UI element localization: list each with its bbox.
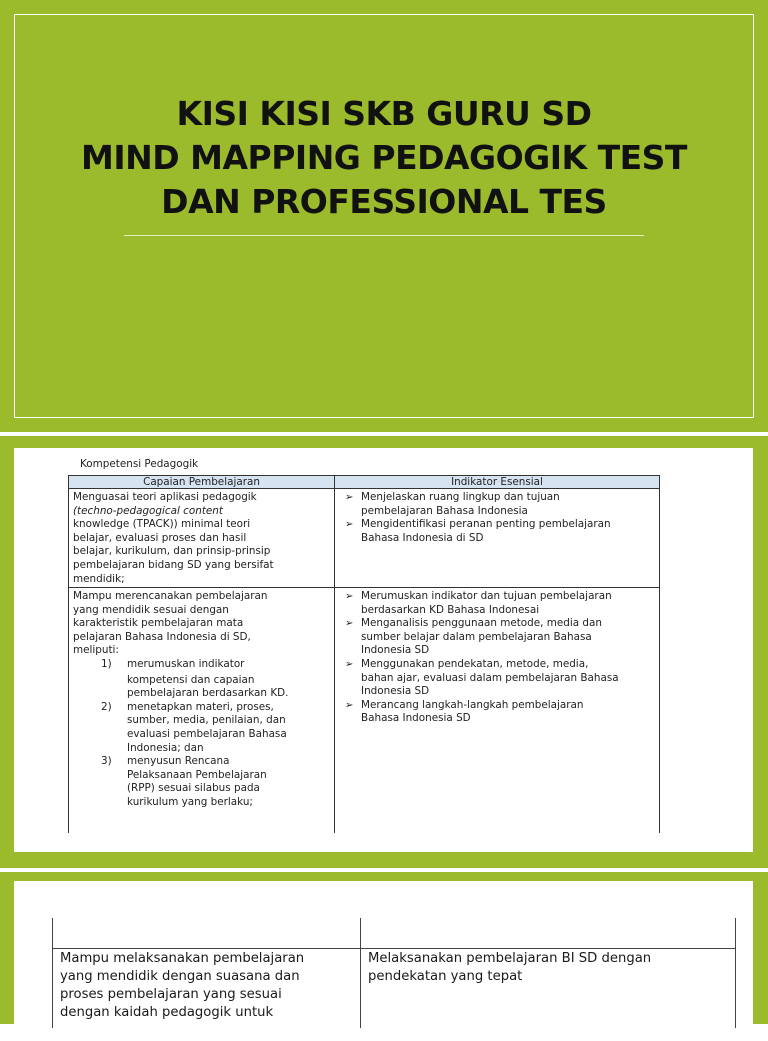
text-line: pelajaran Bahasa Indonesia di SD, xyxy=(73,630,251,643)
text-line: Pelaksanaan Pembelajaran xyxy=(127,768,267,781)
text-line: karakteristik pembelajaran mata xyxy=(73,617,244,630)
table-border-right xyxy=(735,918,736,1028)
text-line: Mampu melaksanakan pembelajaran xyxy=(60,951,305,966)
row2-indikator xyxy=(339,590,657,726)
text-line: menyusun Rencana xyxy=(127,755,230,768)
text-line: evaluasi pembelajaran Bahasa xyxy=(127,727,287,740)
table-border-left xyxy=(52,918,53,1028)
title-line-3: DAN PROFESSIONAL TES xyxy=(161,182,607,221)
title-line-1: KISI KISI SKB GURU SD xyxy=(176,94,592,133)
text-line: ➢ Merancang langkah-langkah pembelajaran xyxy=(361,698,584,711)
column-divider xyxy=(334,476,335,833)
row-divider xyxy=(69,587,659,588)
text-line: bahan ajar, evaluasi dalam pembelajaran Bahasa xyxy=(361,671,619,684)
text-line: pembelajaran berdasarkan KD. xyxy=(127,687,289,700)
slide-title xyxy=(14,92,754,224)
text-line: ➢ Menganalisis penggunaan metode, media dan xyxy=(361,617,602,630)
text-line: berdasarkan KD Bahasa Indonesai xyxy=(361,603,540,616)
text-line: Bahasa Indonesia SD xyxy=(361,712,471,725)
text-line: dengan kaidah pedagogik untuk xyxy=(60,1005,274,1020)
column-divider xyxy=(360,918,361,1028)
text-line: (RPP) sesuai silabus pada xyxy=(127,782,260,795)
row2-capaian xyxy=(73,590,331,810)
text-line: sumber belajar dalam pembelajaran Bahasa xyxy=(361,630,592,643)
list-item xyxy=(339,590,657,617)
text-line: sumber, media, penilaian, dan xyxy=(127,714,286,727)
text-line: yang mendidik sesuai dengan xyxy=(73,603,229,616)
competency-table-continued xyxy=(52,918,736,1038)
text-line: Indonesia SD xyxy=(361,644,430,657)
text-line: Bahasa Indonesia di SD xyxy=(361,531,484,544)
text-line: menetapkan materi, proses, xyxy=(127,700,274,713)
header-indikator: Indikator Esensial xyxy=(451,476,543,488)
list-item xyxy=(339,658,657,699)
text-line: Indonesia; dan xyxy=(127,741,204,754)
title-line-2: MIND MAPPING PEDAGOGIK TEST xyxy=(81,138,687,177)
table-caption: Kompetensi Pedagogik xyxy=(80,458,199,470)
text-line: kompetensi dan capaian xyxy=(127,673,255,686)
text-line: merumuskan indikator xyxy=(127,657,245,670)
list-item xyxy=(339,617,657,658)
text-line: yang mendidik dengan suasana dan xyxy=(60,969,300,984)
text-line: proses pembelajaran yang sesuai xyxy=(60,987,282,1002)
title-divider xyxy=(124,235,644,236)
item-number: 1) xyxy=(101,657,112,670)
text-line: ➢ Menjelaskan ruang lingkup dan tujuan xyxy=(361,491,560,503)
list-item xyxy=(73,658,331,701)
text-line: kurikulum yang berlaku; xyxy=(127,795,253,808)
text-line: belajar, kurikulum, dan prinsip-prinsip xyxy=(73,545,271,558)
text-line: Mampu merencanakan pembelajaran xyxy=(73,590,268,602)
row1-indikator xyxy=(339,491,657,545)
table-header xyxy=(69,476,659,489)
list-item xyxy=(73,755,331,809)
text-line: pembelajaran Bahasa Indonesia xyxy=(361,504,528,517)
list-item xyxy=(339,699,657,726)
text-line: belajar, evaluasi proses dan hasil xyxy=(73,531,247,544)
competency-table xyxy=(68,475,660,833)
list-item xyxy=(339,518,657,545)
row3-capaian xyxy=(60,950,356,1022)
text-line: Menguasai teori aplikasi pedagogik xyxy=(73,491,257,503)
text-line: ➢ Mengidentifikasi peranan penting pembelajaran xyxy=(361,518,611,531)
text-line: Melaksanakan pembelajaran BI SD dengan xyxy=(368,951,652,966)
text-line: mendidik; xyxy=(73,572,125,585)
text-line: pendekatan yang tepat xyxy=(368,969,523,984)
list-item xyxy=(339,491,657,518)
text-line: (techno-pedagogical content xyxy=(73,504,223,517)
header-capaian: Capaian Pembelajaran xyxy=(143,476,260,488)
text-line: Indonesia SD xyxy=(361,685,430,698)
text-line: meliputi: xyxy=(73,644,119,657)
text-line: ➢ Merumuskan indikator dan tujuan pembelajaran xyxy=(361,590,612,602)
text-line: knowledge (TPACK)) minimal teori xyxy=(73,518,251,531)
row1-capaian xyxy=(73,491,331,586)
text-line: ➢ Menggunakan pendekatan, metode, media, xyxy=(361,657,589,670)
list-item xyxy=(73,701,331,755)
item-number: 2) xyxy=(101,700,112,713)
title-slide xyxy=(0,0,768,432)
row-divider xyxy=(52,948,736,949)
row3-indikator xyxy=(368,950,732,986)
item-number: 3) xyxy=(101,755,112,768)
text-line: pembelajaran bidang SD yang bersifat xyxy=(73,558,274,571)
